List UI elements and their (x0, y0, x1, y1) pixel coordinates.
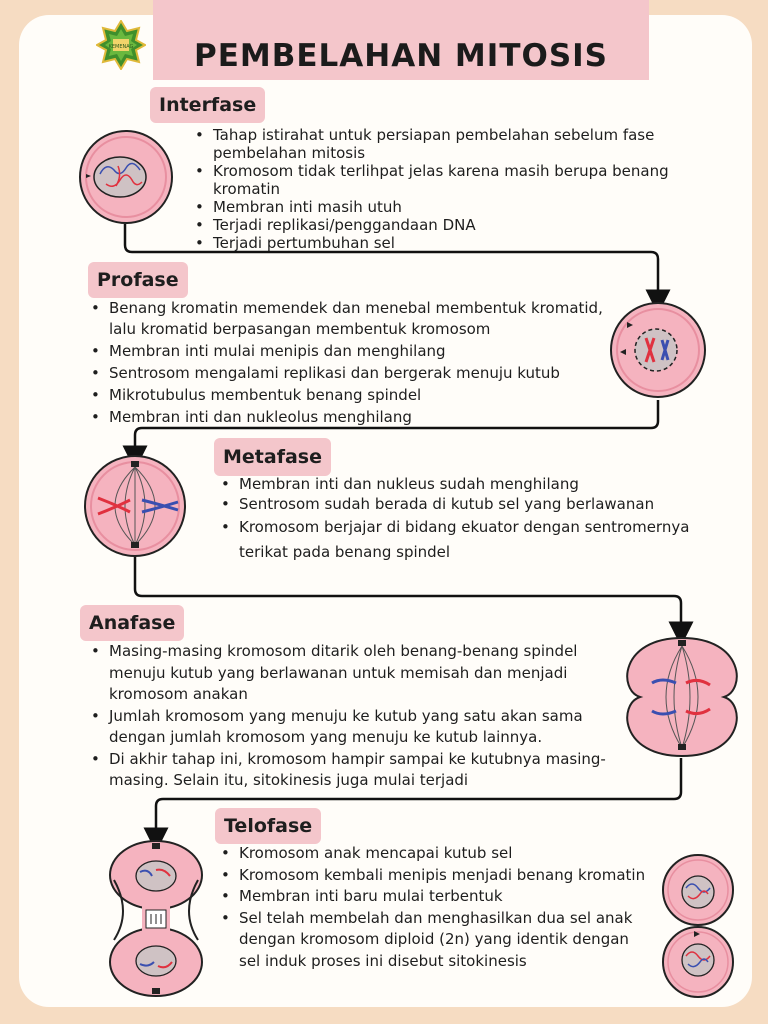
list-item: • Kromosom berjajar di bidang ekuator dengan sentromernya terikat pada benang spindel (218, 515, 706, 565)
label-telofase: Telofase (215, 808, 321, 844)
list-item: • Kromosom anak mencapai kutub sel (218, 843, 648, 865)
metafase-cell-icon (85, 456, 185, 556)
list-item: • Membran inti masih utuh (192, 198, 672, 216)
list-item: • Terjadi pertumbuhan sel (192, 234, 672, 252)
anafase-points (88, 641, 628, 792)
list-item: • Sel telah membelah dan menghasilkan dua sel anak dengan kromosom diploid (2n) yang identik dengan sel induk proses ini disebut sitokinesis (218, 908, 648, 973)
label-anafase: Anafase (80, 605, 184, 641)
telofase-points (218, 843, 648, 972)
list-item: • Kromosom tidak terlihpat jelas karena masih berupa benang kromatin (192, 162, 672, 198)
daughter-cell-top-icon (663, 855, 733, 925)
profase-cell-icon (611, 303, 705, 397)
logo-text: KEMENAG (108, 44, 134, 50)
metafase-points (218, 475, 706, 567)
list-item: • Kromosom kembali menipis menjadi benang kromatin (218, 865, 648, 887)
anafase-cell-icon (627, 638, 736, 756)
list-item: • Terjadi replikasi/penggandaan DNA (192, 216, 672, 234)
list-item: • Membran inti baru mulai terbentuk (218, 886, 648, 908)
list-item: • Benang kromatin memendek dan menebal membentuk kromatid, lalu kromatid berpasangan membentuk kromosom (88, 298, 616, 340)
interfase-cell-icon (80, 131, 172, 223)
list-item: • Membran inti mulai menipis dan menghilang (88, 340, 616, 362)
list-item: • Tahap istirahat untuk persiapan pembelahan sebelum fase pembelahan mitosis (192, 126, 672, 162)
page-title: PEMBELAHAN MITOSIS (193, 38, 609, 74)
interfase-points (192, 126, 672, 252)
label-interfase: Interfase (150, 87, 265, 123)
list-item: • Membran inti dan nukleus sudah menghilang (218, 475, 706, 493)
list-item: • Masing-masing kromosom ditarik oleh benang-benang spindel menuju kutub yang berlawanan untuk memisah dan menjadi kromosom anakan (88, 641, 628, 706)
list-item: • Jumlah kromosom yang menuju ke kutub yang satu akan sama dengan jumlah kromosom yang menuju ke kutub lainnya. (88, 706, 628, 749)
list-item: • Di akhir tahap ini, kromosom hampir sampai ke kutubnya masing-masing. Selain itu, sitokinesis juga mulai terjadi (88, 749, 628, 792)
list-item: • Mikrotubulus membentuk benang spindel (88, 384, 616, 406)
list-item: • Sentrosom mengalami replikasi dan bergerak menuju kutub (88, 362, 616, 384)
telofase-cell-icon (110, 841, 202, 996)
daughter-cell-bottom-icon (663, 927, 733, 997)
profase-points (88, 298, 616, 428)
list-item: • Sentrosom sudah berada di kutub sel yang berlawanan (218, 495, 706, 513)
label-metafase: Metafase (214, 438, 331, 476)
label-profase: Profase (88, 262, 188, 298)
list-item: • Membran inti dan nukleolus menghilang (88, 406, 616, 428)
